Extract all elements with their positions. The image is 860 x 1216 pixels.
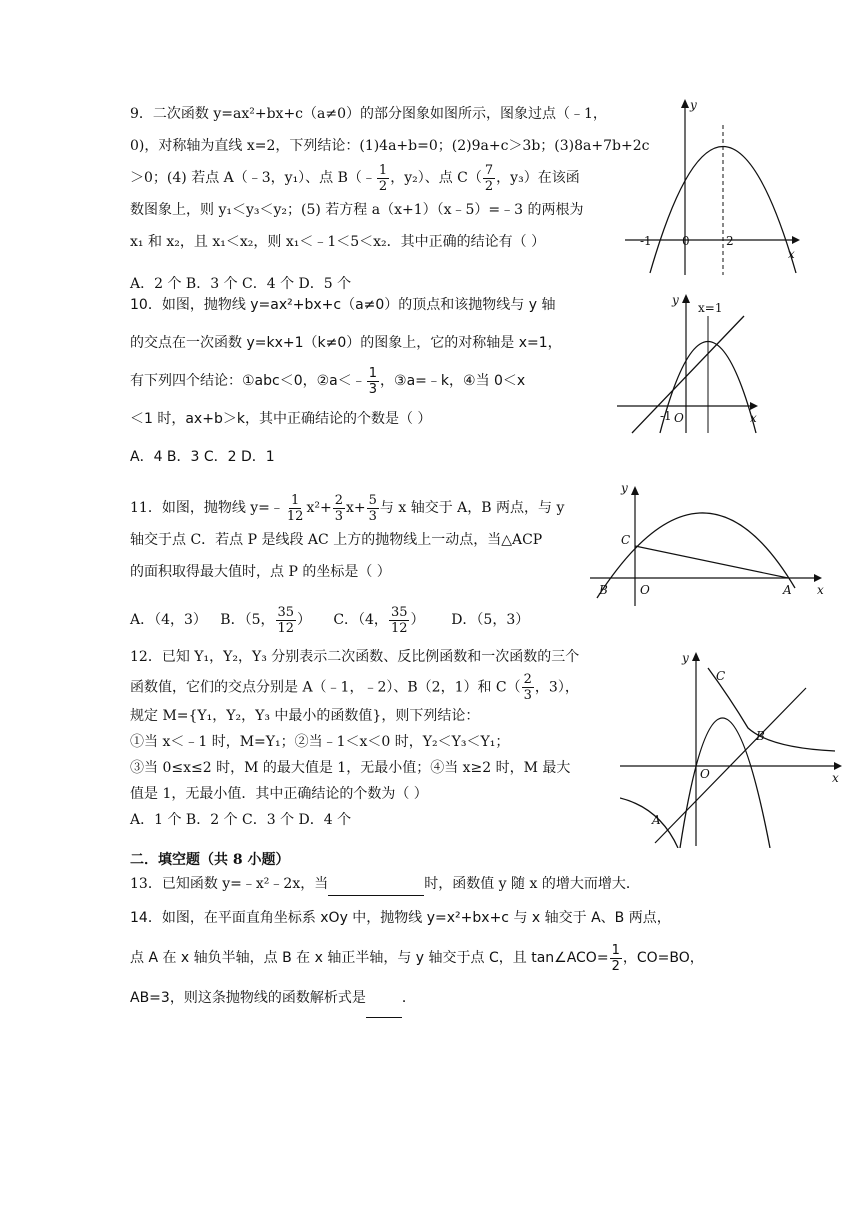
q11-c-label: C bbox=[621, 533, 631, 547]
q11-line1-text: x²+ bbox=[306, 500, 332, 516]
question-9 bbox=[130, 98, 649, 300]
q10-y-label: y bbox=[672, 293, 679, 307]
q12-x-label: x bbox=[832, 771, 839, 785]
q14-line2 bbox=[130, 938, 704, 978]
q11-y-label: y bbox=[621, 481, 628, 495]
q9-options: A．2 个 B．3 个 C．4 个 D．5 个 bbox=[130, 276, 352, 292]
q11-option-c-fraction: $\frac{35}{12}$ bbox=[390, 604, 408, 636]
q12-line2 bbox=[130, 672, 579, 703]
q11-line1-text: 与 x 轴交于 A，B 两点，与 y bbox=[379, 500, 565, 516]
q12-a-label: A bbox=[652, 813, 661, 827]
q14-line1: 14．如图，在平面直角坐标系 xOy 中，抛物线 y=x²+bx+c 与 x 轴交于 A、B 两点， bbox=[130, 910, 671, 926]
q10-line3-text: 有下列四个结论：①abc＜0，②a＜﹣ bbox=[130, 373, 366, 389]
q13-text: 13．已知函数 y=﹣x²﹣2x，当 bbox=[130, 876, 329, 892]
q12-line1: 12．已知 Y₁，Y₂，Y₃ 分别表示二次函数、反比例函数和一次函数的三个 bbox=[130, 649, 580, 665]
q9-x-arrow bbox=[792, 236, 800, 244]
q12-line2-text: ，3）， bbox=[534, 679, 579, 696]
q12-line4: ①当 x＜﹣1 时，M=Y₁；②当﹣1＜x＜0 时，Y₂＜Y₃＜Y₁； bbox=[130, 734, 510, 750]
q13-text: 时，函数值 y 随 x 的增大而增大． bbox=[424, 876, 640, 892]
q10-line2: 的交点在一次函数 y=kx+1（k≠0）的图象上，它的对称轴是 x=1， bbox=[130, 335, 562, 351]
q11-option-d: D．（5，3） bbox=[451, 612, 530, 628]
q9-line3 bbox=[130, 162, 649, 194]
q12-line3: 规定 M={Y₁，Y₂，Y₃ 中最小的函数值}，则下列结论： bbox=[130, 708, 480, 724]
section-heading: 二．填空题（共 8 小题） bbox=[130, 852, 290, 868]
q14-line3-text: ． bbox=[401, 990, 416, 1006]
q10-line4: ＜1 时，ax+b＞k，其中正确结论的个数是（ ） bbox=[130, 411, 432, 427]
question-10 bbox=[130, 286, 562, 476]
q11-x-label: x bbox=[817, 583, 824, 597]
q9-line4: 数图象上，则 y₁＜y₃＜y₂；(5) 若方程 a（x+1）（x﹣5）=﹣3 的两根为 bbox=[130, 202, 584, 218]
q11-fraction-3: $\frac{5}{3}$ bbox=[368, 492, 377, 524]
q11-line1 bbox=[130, 492, 564, 524]
question-14 bbox=[130, 898, 704, 1018]
q14-line3 bbox=[130, 978, 704, 1018]
question-12 bbox=[130, 642, 579, 833]
q11-segment-ac bbox=[635, 546, 788, 578]
question-11 bbox=[130, 492, 564, 636]
q14-answer-blank[interactable] bbox=[366, 1003, 402, 1018]
q9-y-label: y bbox=[690, 98, 697, 112]
q11-parabola bbox=[597, 513, 795, 598]
q10-y-arrow bbox=[682, 294, 690, 303]
q14-line2-text: 点 A 在 x 轴负半轴，点 B 在 x 轴正半轴，与 y 轴交于点 C，且 tan∠ACO= bbox=[130, 950, 609, 966]
q11-line3: 的面积取得最大值时，点 P 的坐标是（ ） bbox=[130, 564, 391, 580]
q12-hyperbola-right bbox=[708, 668, 835, 751]
q12-y-arrow bbox=[692, 652, 700, 661]
q12-fraction: $\frac{2}{3}$ bbox=[523, 672, 532, 703]
q11-line2: 轴交于点 C．若点 P 是线段 AC 上方的抛物线上一动点，当△ACP bbox=[130, 532, 543, 548]
q9-two-label: 2 bbox=[726, 234, 734, 248]
q12-figure bbox=[620, 648, 850, 848]
q10-x-arrow bbox=[750, 402, 758, 410]
q10-line1: 10．如图，抛物线 y=ax²+bx+c（a≠0）的顶点和该抛物线与 y 轴 bbox=[130, 297, 556, 313]
q12-x-arrow bbox=[834, 762, 842, 770]
q11-o-label: O bbox=[640, 583, 650, 597]
q14-fraction: $\frac{1}{2}$ bbox=[611, 942, 620, 974]
q9-zero-label: 0 bbox=[682, 234, 690, 248]
q11-fraction-2: $\frac{2}{3}$ bbox=[334, 492, 343, 524]
q10-x-label: x bbox=[750, 411, 757, 425]
q9-fraction-b: $\frac{1}{2}$ bbox=[378, 162, 388, 194]
q10-figure bbox=[612, 288, 772, 438]
q12-hyperbola-left bbox=[620, 798, 678, 848]
q11-line1-text: x+ bbox=[345, 500, 366, 516]
q10-axis-label: x=1 bbox=[698, 301, 723, 315]
q9-figure bbox=[620, 95, 820, 280]
q9-line5: x₁ 和 x₂，且 x₁＜x₂，则 x₁＜﹣1＜5＜x₂．其中正确的结论有（ ） bbox=[130, 234, 546, 250]
q10-origin-label: O bbox=[674, 411, 684, 425]
q13 bbox=[130, 872, 640, 896]
q11-option-b-fraction: $\frac{35}{12}$ bbox=[277, 604, 295, 636]
q9-neg1-label: -1 bbox=[640, 234, 652, 248]
q14-line3-text: AB=3，则这条抛物线的函数解析式是 bbox=[130, 990, 366, 1006]
q11-option-b: B．（5， $\frac{35}{12}$ ） bbox=[220, 604, 312, 636]
section-fill-in bbox=[130, 848, 640, 896]
q12-c-label: C bbox=[716, 669, 726, 683]
q11-a-label: A bbox=[783, 583, 792, 597]
q11-options bbox=[130, 604, 564, 636]
q11-figure bbox=[585, 478, 835, 608]
q12-y-label: y bbox=[682, 651, 689, 665]
q12-line5: ③当 0≤x≤2 时，M 的最大值是 1，无最小值；④当 x≥2 时，M 最大 bbox=[130, 760, 571, 776]
q12-options: A．1 个 B．2 个 C．3 个 D．4 个 bbox=[130, 812, 352, 828]
q11-b-label: B bbox=[599, 583, 608, 597]
q13-answer-blank[interactable] bbox=[328, 881, 424, 896]
q9-line1: 9．二次函数 y=ax²+bx+c（a≠0）的部分图象如图所示，图象过点（﹣1， bbox=[130, 106, 607, 122]
q10-linear-graph bbox=[632, 316, 744, 433]
q12-o-label: O bbox=[700, 767, 710, 781]
q10-line3 bbox=[130, 362, 562, 400]
q11-option-a: A．（4，3） bbox=[130, 612, 207, 628]
q12-b-label: B bbox=[756, 729, 765, 743]
q12-line2-text: 函数值，它们的交点分别是 A（﹣1，﹣2）、B（2，1）和 C（ bbox=[130, 679, 521, 696]
q14-line2-text: ，CO=BO， bbox=[622, 950, 704, 966]
q9-line3-text: ，y₂）、点 C（ bbox=[390, 170, 482, 186]
q10-options: A．4 B．3 C．2 D．1 bbox=[130, 449, 275, 465]
q9-fraction-c: $\frac{7}{2}$ bbox=[484, 162, 494, 194]
q11-y-arrow bbox=[631, 486, 639, 495]
q9-x-label: x bbox=[788, 247, 795, 261]
q12-line6: 值是 1，无最小值．其中正确结论的个数为（ ） bbox=[130, 786, 428, 802]
q9-line3-text: ＞0；(4) 若点 A（﹣3，y₁）、点 B（﹣ bbox=[130, 170, 376, 186]
q9-y-arrow bbox=[681, 99, 689, 108]
q11-option-c: C．（4， $\frac{35}{12}$ ） bbox=[333, 604, 425, 636]
q10-line3-text: ，③a=﹣k，④当 0＜x bbox=[380, 373, 526, 389]
q11-line1-text: 11．如图，抛物线 y=﹣ bbox=[130, 500, 284, 516]
q11-x-arrow bbox=[814, 574, 822, 582]
q9-line2: 0)，对称轴为直线 x=2，下列结论：(1)4a+b=0；(2)9a+c＞3b；(3)8a+7b+2c bbox=[130, 138, 650, 154]
q10-neg1-label: -1 bbox=[660, 409, 672, 423]
q9-line3-text: ，y₃）在该函 bbox=[496, 170, 580, 186]
q11-fraction-1: $\frac{1}{12}$ bbox=[286, 492, 304, 524]
q10-fraction: $\frac{1}{3}$ bbox=[368, 365, 378, 397]
